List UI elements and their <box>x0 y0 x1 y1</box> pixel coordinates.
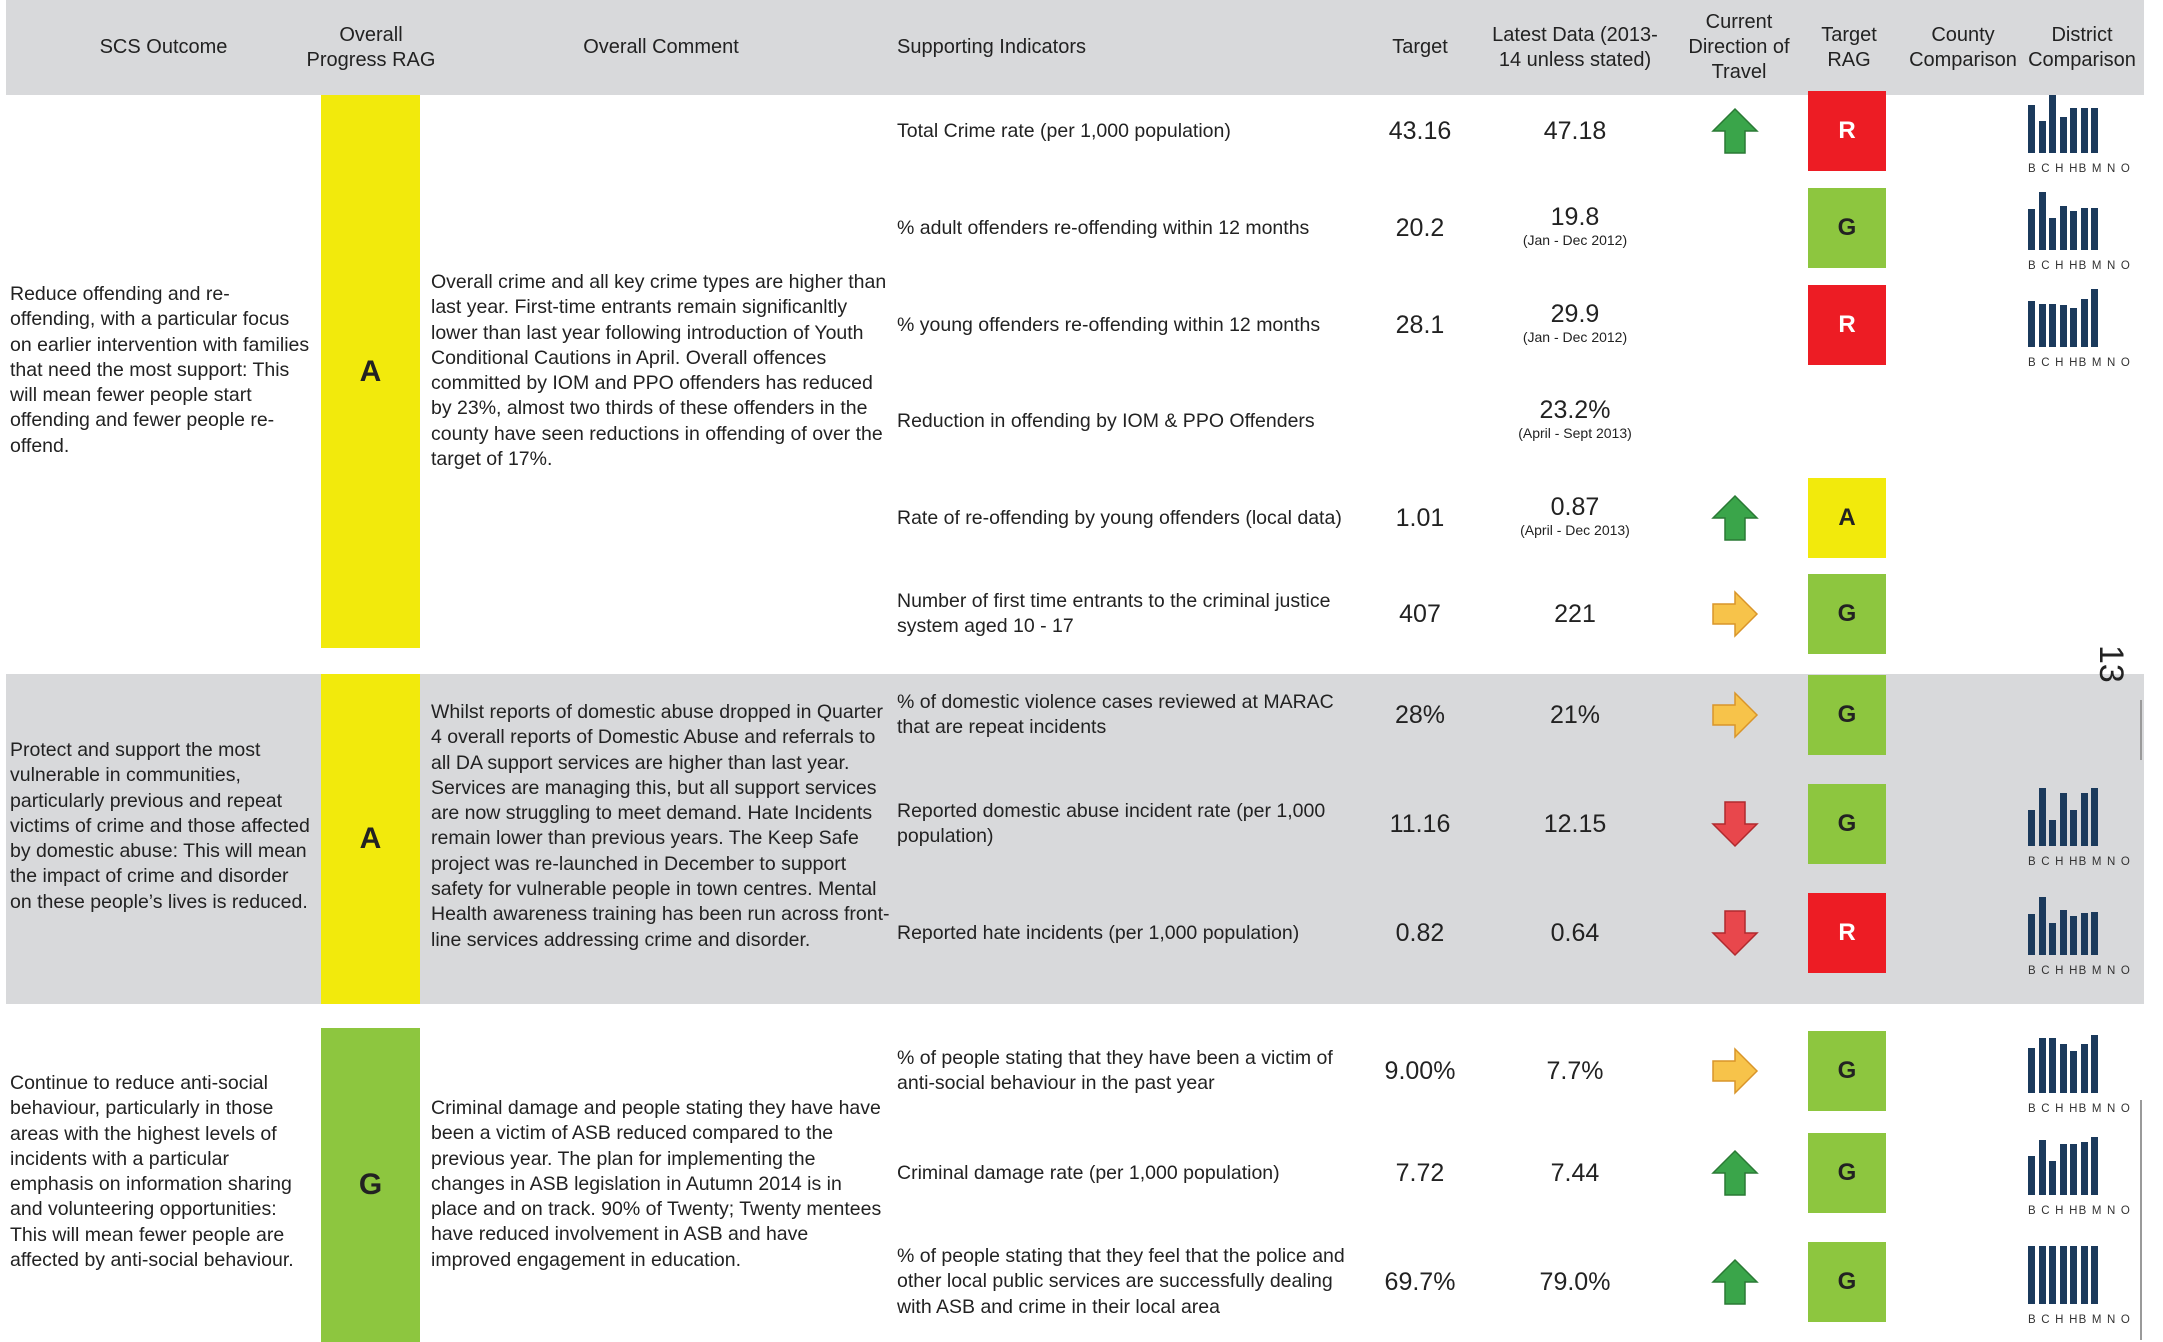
district-bar <box>2039 788 2046 846</box>
indicator-label: Total Crime rate (per 1,000 population) <box>897 119 1231 142</box>
district-bar <box>2028 301 2035 347</box>
district-comparison-chart <box>2028 1035 2100 1093</box>
target-value: 407 <box>1399 600 1441 628</box>
district-bar <box>2028 105 2035 153</box>
district-bar <box>2028 1048 2035 1093</box>
header-overall-progress: Overall Progress RAG <box>306 23 436 71</box>
indicator-label: Reported hate incidents (per 1,000 population) <box>897 921 1300 944</box>
district-bar <box>2049 820 2056 846</box>
district-bar <box>2028 209 2035 250</box>
district-chart-labels: B C H HB M N O <box>2028 1103 2132 1115</box>
header-overall-comment: Overall Comment <box>583 36 739 58</box>
indicator-label: % of people stating that they feel that the police and other local public services are successfully dealing with ASB and crime in their local area <box>897 1245 1345 1318</box>
district-chart-labels: B C H HB M N O <box>2028 856 2132 868</box>
latest-value: 23.2% <box>1539 396 1611 424</box>
header-target: Target <box>1392 36 1448 58</box>
header-direction-of-travel: Current Direction of Travel <box>1688 11 1790 83</box>
target-rag-badge: R <box>1808 285 1886 365</box>
district-bar <box>2070 308 2077 347</box>
district-bar <box>2039 121 2046 153</box>
latest-value: 0.64 <box>1550 919 1600 947</box>
district-chart-labels: B C H HB M N O <box>2028 965 2132 977</box>
outcome-text: Protect and support the most vulnerable in communities, particularly previous and repeat victims of crime and those affected by domestic abuse: This will mean the impact of crime and disorder on these people’s lives is reduced. <box>10 739 310 913</box>
district-bar <box>2091 289 2098 347</box>
header-latest-data: Latest Data (2013-14 unless stated) <box>1492 23 1658 71</box>
district-bar <box>2060 1044 2067 1093</box>
header-county-comparison: County Comparison <box>1909 23 2017 71</box>
district-chart-labels: B C H HB M N O <box>2028 260 2132 272</box>
district-bar <box>2060 206 2067 250</box>
district-bar <box>2060 305 2067 347</box>
target-value: 28% <box>1394 701 1446 729</box>
district-bar <box>2049 218 2056 250</box>
header-supporting-indicators: Supporting Indicators <box>897 36 1087 58</box>
district-chart-labels: B C H HB M N O <box>2028 163 2132 175</box>
latest-period-note: (Jan - Dec 2012) <box>1522 329 1628 345</box>
district-bar <box>2039 1140 2046 1195</box>
target-rag-badge: G <box>1808 574 1886 654</box>
district-bar <box>2070 108 2077 153</box>
target-rag-badge: A <box>1808 478 1886 558</box>
district-bar <box>2039 192 2046 250</box>
target-value: 28.1 <box>1395 311 1445 339</box>
arrow-up-icon <box>1711 107 1759 155</box>
target-rag-badge: R <box>1808 91 1886 171</box>
latest-period-note: (Jan - Dec 2012) <box>1522 232 1628 248</box>
latest-value: 21% <box>1549 701 1601 729</box>
latest-data-cell <box>1480 701 1670 729</box>
district-bar <box>2039 897 2046 955</box>
latest-data-cell <box>1480 493 1670 539</box>
district-bar <box>2070 211 2077 250</box>
district-bar <box>2081 1246 2088 1304</box>
latest-data-cell <box>1480 1268 1670 1296</box>
target-value: 9.00% <box>1384 1057 1456 1085</box>
district-chart-labels: B C H HB M N O <box>2028 1205 2132 1217</box>
district-bar <box>2081 913 2088 955</box>
district-bar <box>2049 1246 2056 1304</box>
target-value: 7.72 <box>1395 1159 1445 1187</box>
district-bar <box>2091 1035 2098 1093</box>
overall-progress-rag: G <box>321 1028 420 1342</box>
latest-value: 29.9 <box>1550 300 1600 328</box>
district-bar <box>2091 912 2098 955</box>
district-comparison-chart <box>2028 1246 2100 1304</box>
indicator-label: Rate of re-offending by young offenders (local data) <box>897 506 1342 529</box>
latest-value: 79.0% <box>1539 1268 1611 1296</box>
district-bar <box>2028 810 2035 846</box>
district-comparison-chart <box>2028 788 2100 846</box>
arrow-right-icon <box>1711 691 1759 739</box>
target-rag-badge: G <box>1808 188 1886 268</box>
target-rag-badge: G <box>1808 675 1886 755</box>
overall-progress-rag: A <box>321 674 420 1004</box>
arrow-down-icon <box>1711 909 1759 957</box>
district-bar <box>2070 916 2077 955</box>
header-scs-outcome: SCS Outcome <box>99 36 228 58</box>
latest-value: 7.7% <box>1546 1057 1604 1085</box>
section-reduce-offending <box>6 95 2144 655</box>
district-bar <box>2049 1161 2056 1195</box>
district-bar <box>2049 95 2056 153</box>
arrow-right-icon <box>1711 590 1759 638</box>
header-district-comparison: District Comparison <box>2028 23 2136 71</box>
indicator-label: % adult offenders re-offending within 12 months <box>897 216 1310 239</box>
district-bar <box>2070 1144 2077 1195</box>
latest-data-cell <box>1480 203 1670 249</box>
target-value: 43.16 <box>1388 117 1452 145</box>
overall-progress-rag: A <box>321 95 420 648</box>
indicator-label: Number of first time entrants to the criminal justice system aged 10 - 17 <box>897 589 1331 637</box>
indicator-label: % of people stating that they have been a victim of anti-social behaviour in the past year <box>897 1046 1333 1094</box>
overall-comment: Overall crime and all key crime types are higher than last year. First-time entrants remain significanltly lower than last year following introduction of Youth Conditional Cautions in April. Overall offences committed by IOM and PPO offenders has reduced by 23%, almost two thirds of these offenders in the county have seen reductions in offending of over the target of 17%. <box>431 271 887 471</box>
indicator-label: Reduction in offending by IOM & PPO Offenders <box>897 409 1315 432</box>
latest-value: 47.18 <box>1543 117 1607 145</box>
district-bar <box>2091 1246 2098 1304</box>
target-value: 20.2 <box>1395 214 1445 242</box>
district-bar <box>2081 208 2088 250</box>
table-header <box>6 0 2144 95</box>
target-rag-badge: G <box>1808 784 1886 864</box>
district-bar <box>2039 1246 2046 1304</box>
district-bar <box>2039 1038 2046 1093</box>
district-bar <box>2028 1156 2035 1195</box>
district-bar <box>2049 923 2056 955</box>
latest-value: 12.15 <box>1543 810 1607 838</box>
district-bar <box>2070 810 2077 846</box>
district-bar <box>2060 1144 2067 1195</box>
district-bar <box>2028 914 2035 955</box>
target-rag-badge: G <box>1808 1031 1886 1111</box>
target-value: 0.82 <box>1395 919 1445 947</box>
latest-value: 221 <box>1554 600 1596 628</box>
district-chart-labels: B C H HB M N O <box>2028 1314 2132 1326</box>
latest-period-note: (April - Dec 2013) <box>1520 522 1630 538</box>
target-rag-badge: R <box>1808 893 1886 973</box>
district-bar <box>2091 108 2098 153</box>
latest-data-cell <box>1480 919 1670 947</box>
target-value: 11.16 <box>1389 810 1451 838</box>
district-bar <box>2060 1246 2067 1304</box>
district-bar <box>2070 1051 2077 1093</box>
district-comparison-chart <box>2028 192 2100 250</box>
latest-data-cell <box>1480 1057 1670 1085</box>
district-bar <box>2091 208 2098 250</box>
latest-data-cell <box>1480 600 1670 628</box>
arrow-up-icon <box>1711 1149 1759 1197</box>
outcome-text: Reduce offending and re-offending, with a particular focus on earlier intervention with families that need the most support: This will mean fewer people start offending and fewer people re-offend. <box>10 283 310 457</box>
district-bar <box>2070 1246 2077 1304</box>
district-comparison-chart <box>2028 897 2100 955</box>
latest-period-note: (April - Sept 2013) <box>1518 425 1632 441</box>
district-chart-labels: B C H HB M N O <box>2028 357 2132 369</box>
indicator-label: Criminal damage rate (per 1,000 population) <box>897 1161 1280 1184</box>
overall-comment: Criminal damage and people stating they have have been a victim of ASB reduced compared to the previous year. The plan for implementing the changes in ASB legislation in Autumn 2014 is in place and on track. 90% of Twenty; Twenty mentees have reduced involvement in ASB and have improved engagement in education. <box>431 1097 882 1271</box>
arrow-up-icon <box>1711 1258 1759 1306</box>
target-value: 1.01 <box>1395 504 1445 532</box>
header-target-rag: Target RAG <box>1821 23 1877 71</box>
indicator-label: % of domestic violence cases reviewed at MARAC that are repeat incidents <box>897 690 1334 738</box>
district-bar <box>2060 117 2067 153</box>
latest-value: 7.44 <box>1550 1159 1600 1187</box>
district-bar <box>2081 1044 2088 1093</box>
outcome-text: Continue to reduce anti-social behaviour, particularly in those areas with the highest levels of incidents with a particular emphasis on information sharing and volunteering opportunities: This will mean fewer people are affected by anti-social behaviour. <box>10 1072 294 1272</box>
arrow-right-icon <box>1711 1047 1759 1095</box>
district-bar <box>2081 108 2088 153</box>
district-bar <box>2081 793 2088 846</box>
indicator-label: Reported domestic abuse incident rate (per 1,000 population) <box>897 799 1326 847</box>
district-bar <box>2060 910 2067 955</box>
page-edge-line <box>2140 700 2142 760</box>
latest-data-cell <box>1480 117 1670 145</box>
district-bar <box>2039 304 2046 347</box>
latest-data-cell <box>1480 300 1670 346</box>
target-value: 69.7% <box>1384 1268 1456 1296</box>
page-number: 13 <box>2092 645 2130 683</box>
district-bar <box>2081 1142 2088 1195</box>
target-rag-badge: G <box>1808 1133 1886 1213</box>
district-bar <box>2060 793 2067 846</box>
latest-data-cell <box>1480 1159 1670 1187</box>
latest-value: 19.8 <box>1550 203 1600 231</box>
district-bar <box>2049 1038 2056 1093</box>
district-comparison-chart <box>2028 289 2100 347</box>
district-bar <box>2028 1246 2035 1304</box>
latest-value: 0.87 <box>1550 493 1600 521</box>
target-rag-badge: G <box>1808 1242 1886 1322</box>
district-comparison-chart <box>2028 95 2100 153</box>
latest-data-cell <box>1480 810 1670 838</box>
latest-data-cell <box>1480 396 1670 442</box>
arrow-down-icon <box>1711 800 1759 848</box>
district-bar <box>2049 304 2056 347</box>
district-bar <box>2081 299 2088 347</box>
arrow-up-icon <box>1711 494 1759 542</box>
overall-comment: Whilst reports of domestic abuse dropped in Quarter 4 overall reports of Domestic Abuse and referrals to all DA support services are higher than last year. Services are managing this, but all support services are now struggling to meet demand. Hate Incidents remain lower than previous years. The Keep Safe project was re-launched in December to support safety for vulnerable people in town centres. Mental Health awareness training has been run across front-line services addressing crime and disorder. <box>431 701 890 951</box>
page-edge-line <box>2140 1100 2142 1340</box>
district-bar <box>2091 788 2098 846</box>
indicator-label: % young offenders re-offending within 12 months <box>897 313 1321 336</box>
district-bar <box>2091 1137 2098 1195</box>
district-comparison-chart <box>2028 1137 2100 1195</box>
